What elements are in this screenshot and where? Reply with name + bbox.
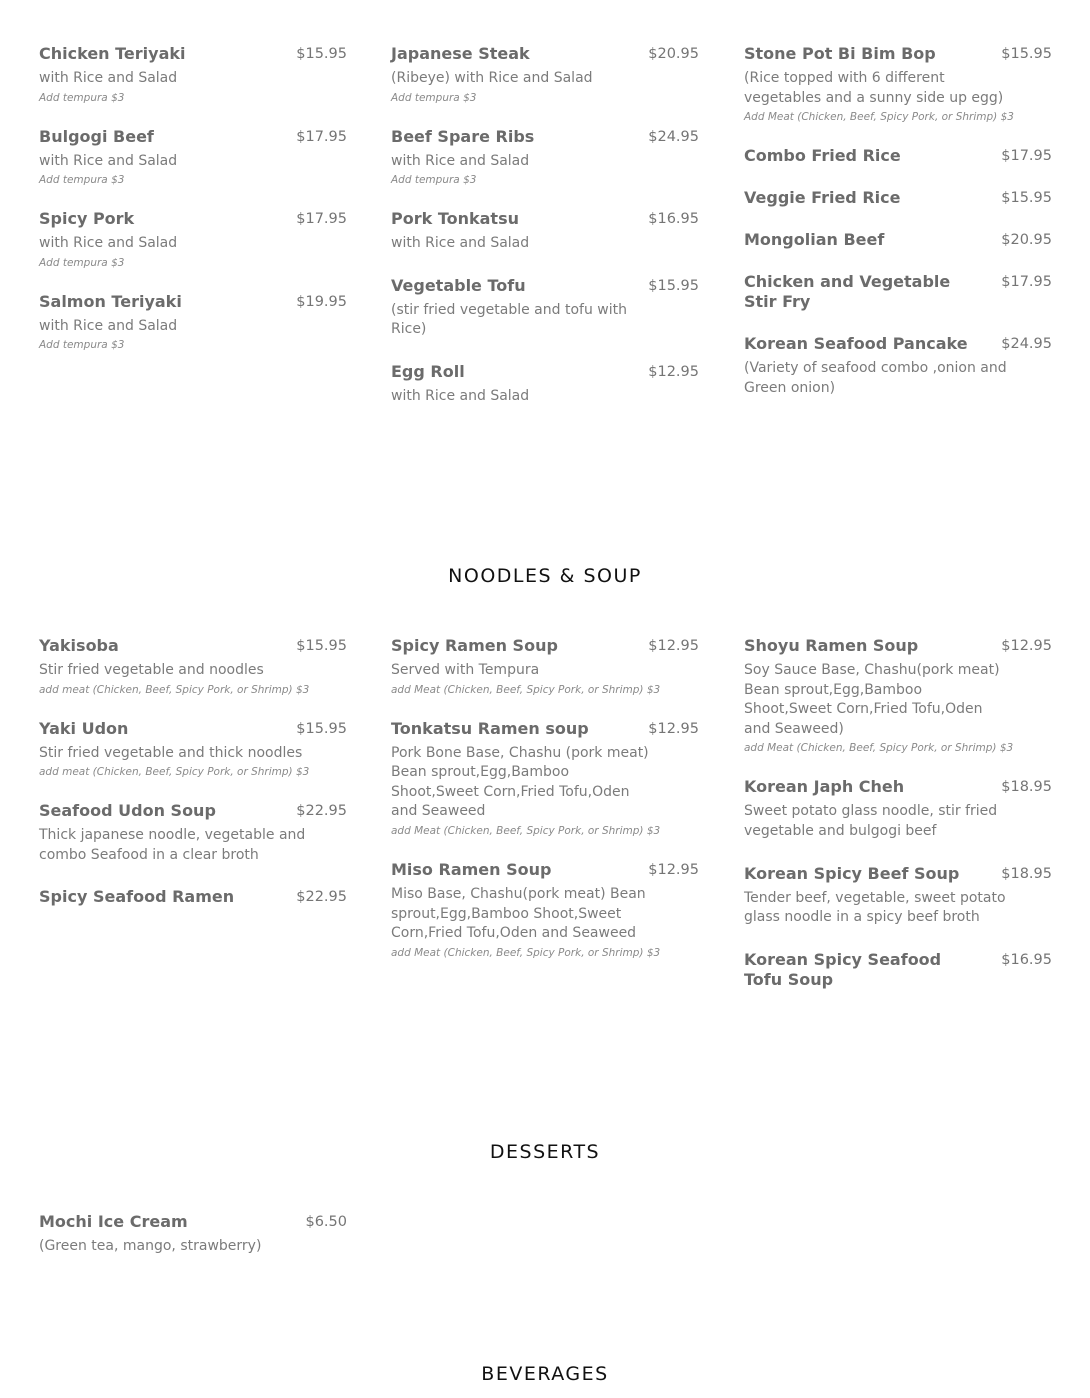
menu-item bbox=[391, 362, 699, 407]
menu-item-name: Yakisoba bbox=[39, 636, 119, 655]
menu-item-name: Korean Japh Cheh bbox=[744, 777, 905, 797]
menu-item bbox=[39, 1212, 347, 1257]
menu-item-name: Korean Spicy Seafood Tofu Soup bbox=[744, 949, 942, 989]
menu-item-description: (Ribeye) with Rice and Salad bbox=[391, 70, 593, 86]
menu-item-name: Salmon Teriyaki bbox=[39, 291, 182, 311]
menu-column bbox=[39, 44, 347, 374]
menu-item-header bbox=[391, 860, 699, 880]
menu-item-price: $12.95 bbox=[1001, 638, 1052, 654]
menu-item-description: with Rice and Salad bbox=[39, 235, 178, 252]
menu-item-name: Japanese Steak bbox=[391, 44, 530, 63]
menu-item-description: with Rice and Salad bbox=[39, 317, 178, 334]
menu-item bbox=[744, 950, 1052, 990]
menu-item-name: Mongolian Beef bbox=[744, 230, 885, 250]
menu-column bbox=[39, 1212, 347, 1279]
menu-item-header bbox=[744, 636, 1052, 656]
menu-item-header bbox=[744, 777, 1052, 797]
menu-item bbox=[39, 719, 347, 780]
menu-item bbox=[744, 334, 1052, 398]
menu-item-name: Chicken and Vegetable Stir Fry bbox=[744, 272, 951, 312]
menu-item-header bbox=[39, 887, 347, 907]
menu-item-name: Beef Spare Ribs bbox=[391, 126, 535, 146]
menu-column bbox=[39, 636, 347, 929]
menu-item-name: Shoyu Ramen Soup bbox=[744, 636, 919, 655]
menu-item-price: $15.95 bbox=[1001, 46, 1052, 62]
menu-item-name: Mochi Ice Cream bbox=[39, 1212, 188, 1231]
menu-item-price: $15.95 bbox=[1001, 190, 1052, 207]
menu-column bbox=[744, 636, 1052, 1012]
menu-item bbox=[391, 276, 699, 340]
section-title-noodles-soup: NOODLES & SOUP bbox=[448, 565, 642, 587]
menu-item-price: $20.95 bbox=[648, 46, 699, 62]
menu-item-name: Spicy Pork bbox=[39, 209, 135, 229]
menu-item-description: Thick japanese noodle, vegetable and combo Seafood in a clear broth bbox=[39, 827, 306, 863]
menu-item-addon-note: Add tempura $3 bbox=[39, 174, 125, 187]
menu-item-price: $12.95 bbox=[648, 363, 699, 380]
menu-item-description: (Green tea, mango, strawberry) bbox=[39, 1238, 262, 1254]
menu-item bbox=[744, 777, 1052, 841]
menu-item-price: $22.95 bbox=[296, 803, 347, 820]
menu-item-price: $12.95 bbox=[648, 861, 699, 878]
menu-item-price: $17.95 bbox=[296, 211, 347, 228]
menu-item-header bbox=[391, 719, 699, 739]
menu-item bbox=[744, 230, 1052, 250]
menu-item bbox=[391, 636, 699, 697]
menu-item-header bbox=[39, 801, 347, 821]
menu-item-addon-note: add Meat (Chicken, Beef, Spicy Pork, or Shrimp) $3 bbox=[391, 946, 661, 959]
menu-item-description: Sweet potato glass noodle, stir fried vegetable and bulgogi beef bbox=[744, 803, 998, 839]
menu-item-name: Combo Fried Rice bbox=[744, 146, 901, 166]
menu-item bbox=[39, 292, 347, 353]
menu-item-name: Miso Ramen Soup bbox=[391, 859, 552, 879]
menu-item bbox=[744, 272, 1052, 312]
menu-item-price: $6.50 bbox=[305, 1214, 347, 1230]
menu-item-price: $18.95 bbox=[1001, 865, 1052, 882]
menu-item-description: with Rice and Salad bbox=[391, 152, 530, 169]
menu-item-name: Tonkatsu Ramen soup bbox=[391, 718, 589, 738]
menu-item-price: $22.95 bbox=[296, 889, 347, 906]
menu-item-header bbox=[744, 188, 1052, 208]
menu-column bbox=[391, 44, 699, 429]
menu-item bbox=[39, 801, 347, 865]
menu-item-price: $24.95 bbox=[648, 128, 699, 145]
menu-item-name: Stone Pot Bi Bim Bop bbox=[744, 44, 936, 63]
menu-item-name: Seafood Udon Soup bbox=[39, 801, 216, 821]
menu-item-name: Spicy Ramen Soup bbox=[391, 636, 558, 655]
menu-item-addon-note: Add Meat (Chicken, Beef, Spicy Pork, or Shrimp) $3 bbox=[744, 111, 1014, 124]
menu-item bbox=[391, 860, 699, 960]
menu-item-header bbox=[744, 864, 1052, 884]
menu-item bbox=[391, 719, 699, 838]
menu-item bbox=[39, 44, 347, 105]
menu-item-header bbox=[39, 127, 347, 147]
menu-item bbox=[744, 146, 1052, 166]
menu-item-description: with Rice and Salad bbox=[391, 387, 530, 404]
menu-item-price: $20.95 bbox=[1001, 232, 1052, 249]
menu-item-description: Stir fried vegetable and thick noodles bbox=[39, 744, 303, 761]
menu-item-name: Spicy Seafood Ramen bbox=[39, 887, 235, 907]
menu-item-description: (Variety of seafood combo ,onion and Green onion) bbox=[744, 360, 1007, 396]
menu-item-name: Vegetable Tofu bbox=[391, 275, 526, 295]
menu-item bbox=[391, 209, 699, 254]
menu-item-description: Miso Base, Chashu(pork meat) Bean sprout,Egg,Bamboo Shoot,Sweet Corn,Fried Tofu,Oden and Seaweed bbox=[391, 885, 646, 942]
menu-item-addon-note: Add tempura $3 bbox=[39, 91, 125, 104]
menu-item-addon-note: add meat (Chicken, Beef, Spicy Pork, or Shrimp) $3 bbox=[39, 766, 310, 779]
menu-item-addon-note: add Meat (Chicken, Beef, Spicy Pork, or Shrimp) $3 bbox=[391, 824, 661, 837]
menu-item-header bbox=[39, 636, 347, 656]
menu-item bbox=[744, 188, 1052, 208]
menu-item-name: Korean Spicy Beef Soup bbox=[744, 863, 960, 883]
menu-item-description: Tender beef, vegetable, sweet potato glass noodle in a spicy beef broth bbox=[744, 889, 1006, 926]
menu-item-price: $12.95 bbox=[648, 638, 699, 654]
menu-item-header bbox=[391, 44, 699, 64]
menu-item-price: $17.95 bbox=[1001, 148, 1052, 165]
menu-item-header bbox=[744, 950, 1052, 990]
menu-item-header bbox=[744, 334, 1052, 354]
menu-item-header bbox=[744, 44, 1052, 64]
menu-item-description: with Rice and Salad bbox=[39, 70, 178, 86]
menu-item-description: Soy Sauce Base, Chashu(pork meat) Bean sprout,Egg,Bamboo Shoot,Sweet Corn,Fried Tofu,Oden and Seaweed) bbox=[744, 662, 1000, 737]
menu-item-price: $17.95 bbox=[296, 128, 347, 145]
section-title-beverages: BEVERAGES bbox=[481, 1363, 609, 1385]
menu-item-header bbox=[39, 44, 347, 64]
menu-item bbox=[744, 636, 1052, 755]
menu-item-price: $15.95 bbox=[296, 638, 347, 654]
menu-item-price: $16.95 bbox=[1001, 951, 1052, 968]
menu-item bbox=[744, 864, 1052, 928]
menu-item bbox=[39, 127, 347, 188]
menu-item-price: $18.95 bbox=[1001, 779, 1052, 796]
menu-item-name: Chicken Teriyaki bbox=[39, 44, 186, 63]
menu-item-description: Served with Tempura bbox=[391, 662, 540, 678]
menu-item-price: $16.95 bbox=[648, 211, 699, 228]
menu-item-description: Pork Bone Base, Chashu (pork meat) Bean sprout,Egg,Bamboo Shoot,Sweet Corn,Fried Tofu,Oden and Seaweed bbox=[391, 744, 649, 820]
menu-item-addon-note: add meat (Chicken, Beef, Spicy Pork, or Shrimp) $3 bbox=[39, 683, 310, 696]
menu-item-header bbox=[39, 719, 347, 739]
menu-item-price: $15.95 bbox=[296, 46, 347, 62]
menu-item bbox=[391, 127, 699, 188]
menu-item bbox=[744, 44, 1052, 124]
menu-item-name: Pork Tonkatsu bbox=[391, 209, 519, 229]
menu-item-name: Yaki Udon bbox=[39, 718, 129, 738]
menu-column bbox=[391, 636, 699, 982]
menu-item-description: Stir fried vegetable and noodles bbox=[39, 662, 264, 678]
menu-item-description: (stir fried vegetable and tofu with Rice) bbox=[391, 301, 627, 338]
menu-item-header bbox=[39, 209, 347, 229]
menu-item-price: $15.95 bbox=[296, 720, 347, 737]
menu-column bbox=[744, 44, 1052, 420]
menu-item-name: Egg Roll bbox=[391, 361, 465, 381]
section-title-desserts: DESSERTS bbox=[489, 1141, 601, 1163]
menu-item-addon-note: Add tempura $3 bbox=[39, 339, 125, 352]
menu-item bbox=[39, 887, 347, 907]
menu-item-header bbox=[744, 230, 1052, 250]
menu-item-description: with Rice and Salad bbox=[391, 235, 530, 252]
menu-item-name: Korean Seafood Pancake bbox=[744, 334, 968, 354]
menu-item-price: $19.95 bbox=[296, 293, 347, 310]
menu-item-price: $15.95 bbox=[648, 277, 699, 294]
menu-item-price: $17.95 bbox=[1001, 274, 1052, 291]
menu-item-addon-note: Add tempura $3 bbox=[39, 256, 125, 269]
menu-item-header bbox=[39, 1212, 347, 1232]
menu-item-name: Veggie Fried Rice bbox=[744, 188, 901, 208]
menu-item-header bbox=[391, 636, 699, 656]
menu-item bbox=[391, 44, 699, 105]
menu-item-header bbox=[391, 276, 699, 296]
menu-item-addon-note: Add tempura $3 bbox=[391, 174, 477, 187]
menu-item bbox=[39, 636, 347, 697]
menu-item-addon-note: add Meat (Chicken, Beef, Spicy Pork, or Shrimp) $3 bbox=[391, 683, 661, 696]
menu-item bbox=[39, 209, 347, 270]
menu-item-addon-note: add Meat (Chicken, Beef, Spicy Pork, or Shrimp) $3 bbox=[744, 742, 1014, 755]
menu-item-header bbox=[391, 209, 699, 229]
menu-item-header bbox=[744, 146, 1052, 166]
menu-item-price: $24.95 bbox=[1001, 336, 1052, 353]
menu-item-name: Bulgogi Beef bbox=[39, 126, 154, 146]
menu-item-header bbox=[391, 127, 699, 147]
menu-item-addon-note: Add tempura $3 bbox=[391, 91, 477, 104]
menu-item-header bbox=[39, 292, 347, 312]
menu-item-description: (Rice topped with 6 different vegetables and a sunny side up egg) bbox=[744, 70, 1004, 106]
menu-item-header bbox=[391, 362, 699, 382]
menu-item-price: $12.95 bbox=[648, 720, 699, 737]
menu-item-header bbox=[744, 272, 1052, 312]
menu-item-description: with Rice and Salad bbox=[39, 152, 178, 169]
